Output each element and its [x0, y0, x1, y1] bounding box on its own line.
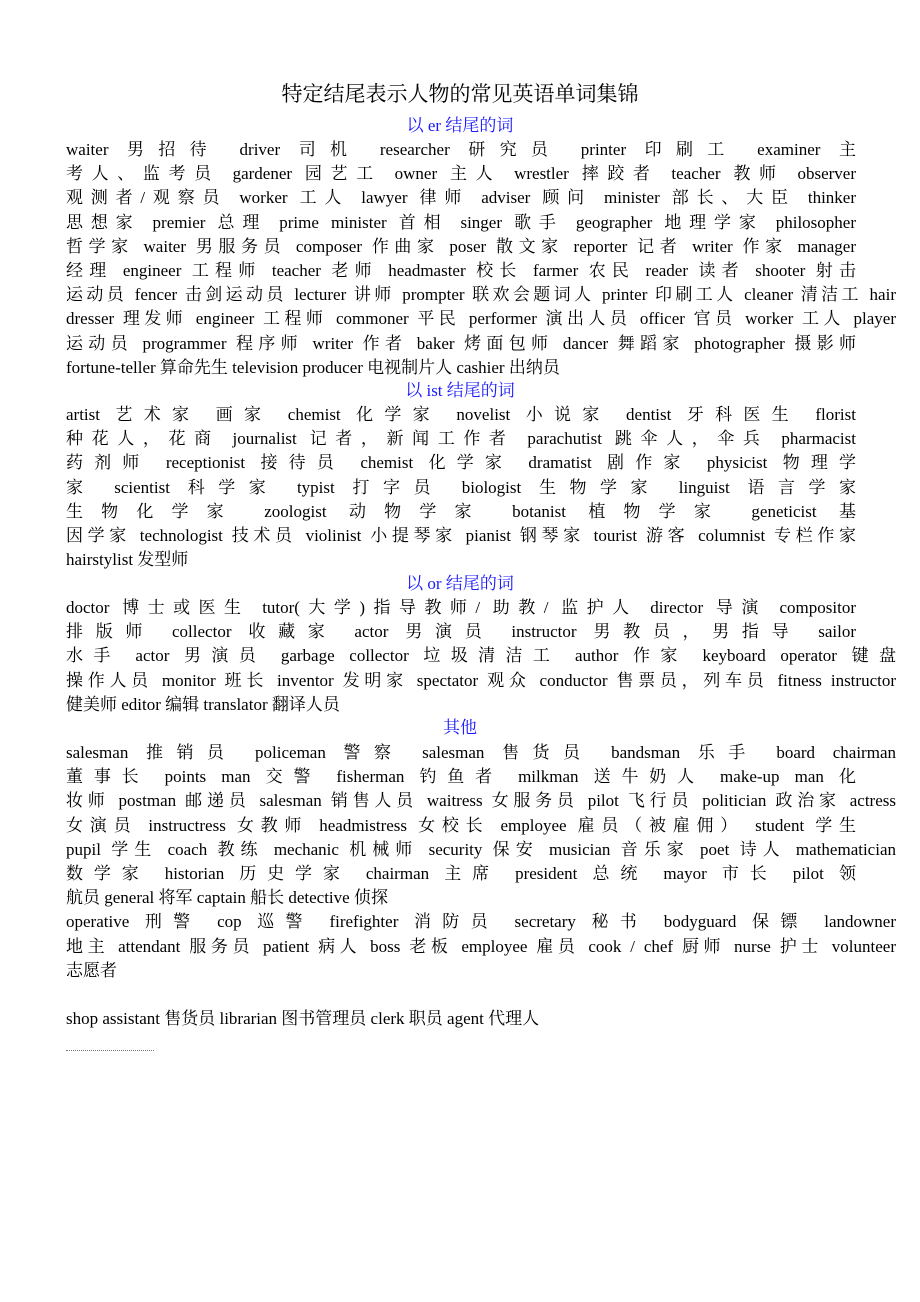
text-line: 地主 attendant 服务员 patient 病人 boss 老板 employee 雇员 cook / chef 厨师 nurse 护士 volunteer	[66, 936, 896, 956]
text-line: salesman 推销员 policeman 警察 salesman 售货员 bandsman 乐手 board chairman	[66, 743, 896, 762]
text-line: 哲学家 waiter 男服务员 composer 作曲家 poser 散文家 reporter 记者 writer 作家 manager	[66, 236, 856, 256]
text-line: 运动员 fencer 击剑运动员 lecturer 讲师 prompter 联欢会题词人 printer 印刷工人 cleaner 清洁工 hair	[66, 285, 896, 305]
text-line: 种花人，花商 journalist 记者，新闻工作者 parachutist 跳伞人，伞兵 pharmacist	[66, 429, 856, 449]
text-line: 妆师 postman 邮递员 salesman 销售人员 waitress 女服务员 pilot 飞行员 politician 政治家 actress	[66, 791, 896, 811]
text-line: dresser 理发师 engineer 工程师 commoner 平民 performer 演出人员 officer 官员 worker 工人 player	[66, 309, 896, 329]
text-line: 志愿者	[66, 960, 117, 980]
text-line: operative 刑警 cop 巡警 firefighter 消防员 secretary 秘书 bodyguard 保镖 landowner	[66, 912, 896, 932]
text-line: 女演员 instructress 女教师 headmistress 女校长 employee 雇员（被雇佣） student 学生	[66, 815, 856, 835]
text-line: 健美师 editor 编辑 translator 翻译人员	[66, 694, 340, 714]
text-line: 思想家 premier 总理 prime minister 首相 singer 歌手 geographer 地理学家 philosopher	[66, 212, 856, 232]
text-line: doctor 博士或医生 tutor(大学)指导教师/ 助教/ 监护人 director 导演 compositor	[66, 598, 856, 617]
text-line: shop assistant 售货员 librarian 图书管理员 clerk 职员 agent 代理人	[66, 1009, 540, 1029]
text-line: 生物化学家 zoologist 动物学家 botanist 植物学家 geneticist 基	[66, 501, 856, 521]
text-line: 操作人员 monitor 班长 inventor 发明家 spectator 观众 conductor 售票员，列车员 fitness instructor	[66, 670, 896, 690]
text-line: 董事长 points man 交警 fisherman 钓鱼者 milkman 送牛奶人 make-up man 化	[66, 767, 856, 787]
text-line: 因学家 technologist 技术员 violinist 小提琴家 pianist 钢琴家 tourist 游客 columnist 专栏作家	[66, 526, 856, 545]
text-line: 数学家 historian 历史学家 chairman 主席 president 总统 mayor 市长 pilot 领	[66, 864, 856, 883]
text-line: artist 艺术家 画家 chemist 化学家 novelist 小说家 dentist 牙科医生 florist	[66, 405, 856, 424]
text-line: 考人、监考员 gardener 园艺工 owner 主人 wrestler 摔跤者 teacher 教师 observer	[66, 164, 856, 184]
text-line: 观测者/观察员 worker 工人 lawyer 律师 adviser 顾问 minister 部长、大臣 thinker	[66, 188, 856, 208]
text-line: 排版师 collector 收藏家 actor 男演员 instructor 男教员，男指导 sailor	[66, 622, 856, 642]
text-line: 水手 actor 男演员 garbage collector 垃圾清洁工 author 作家 keyboard operator 键盘	[66, 646, 896, 666]
text-line: fortune-teller 算命先生 television producer 电视制片人 cashier 出纳员	[66, 357, 560, 377]
section-heading: 以 er 结尾的词	[406, 116, 514, 135]
document-title: 特定结尾表示人物的常见英语单词集锦	[281, 82, 639, 106]
text-line: pupil 学生 coach 教练 mechanic 机械师 security 保安 musician 音乐家 poet 诗人 mathematician	[66, 839, 896, 859]
text-line: hairstylist 发型师	[66, 550, 189, 570]
section-heading: 以 or 结尾的词	[406, 574, 514, 593]
text-line: waiter 男招待 driver 司机 researcher 研究员 printer 印刷工 examiner 主	[66, 140, 856, 159]
text-line	[66, 983, 856, 1007]
text-line: 经理 engineer 工程师 teacher 老师 headmaster 校长 farmer 农民 reader 读者 shooter 射击	[66, 261, 856, 280]
text-line: 药剂师 receptionist 接待员 chemist 化学家 dramatist 剧作家 physicist 物理学	[66, 453, 856, 473]
footnote-divider	[66, 1050, 154, 1051]
text-line: 家 scientist 科学家 typist 打字员 biologist 生物学家 linguist 语言学家	[66, 477, 856, 497]
section-heading: 其他	[443, 718, 477, 737]
text-line: 航员 general 将军 captain 船长 detective 侦探	[66, 888, 388, 908]
text-line: 运动员 programmer 程序师 writer 作者 baker 烤面包师 dancer 舞蹈家 photographer 摄影师	[66, 333, 856, 353]
section-heading: 以 ist 结尾的词	[405, 381, 515, 400]
